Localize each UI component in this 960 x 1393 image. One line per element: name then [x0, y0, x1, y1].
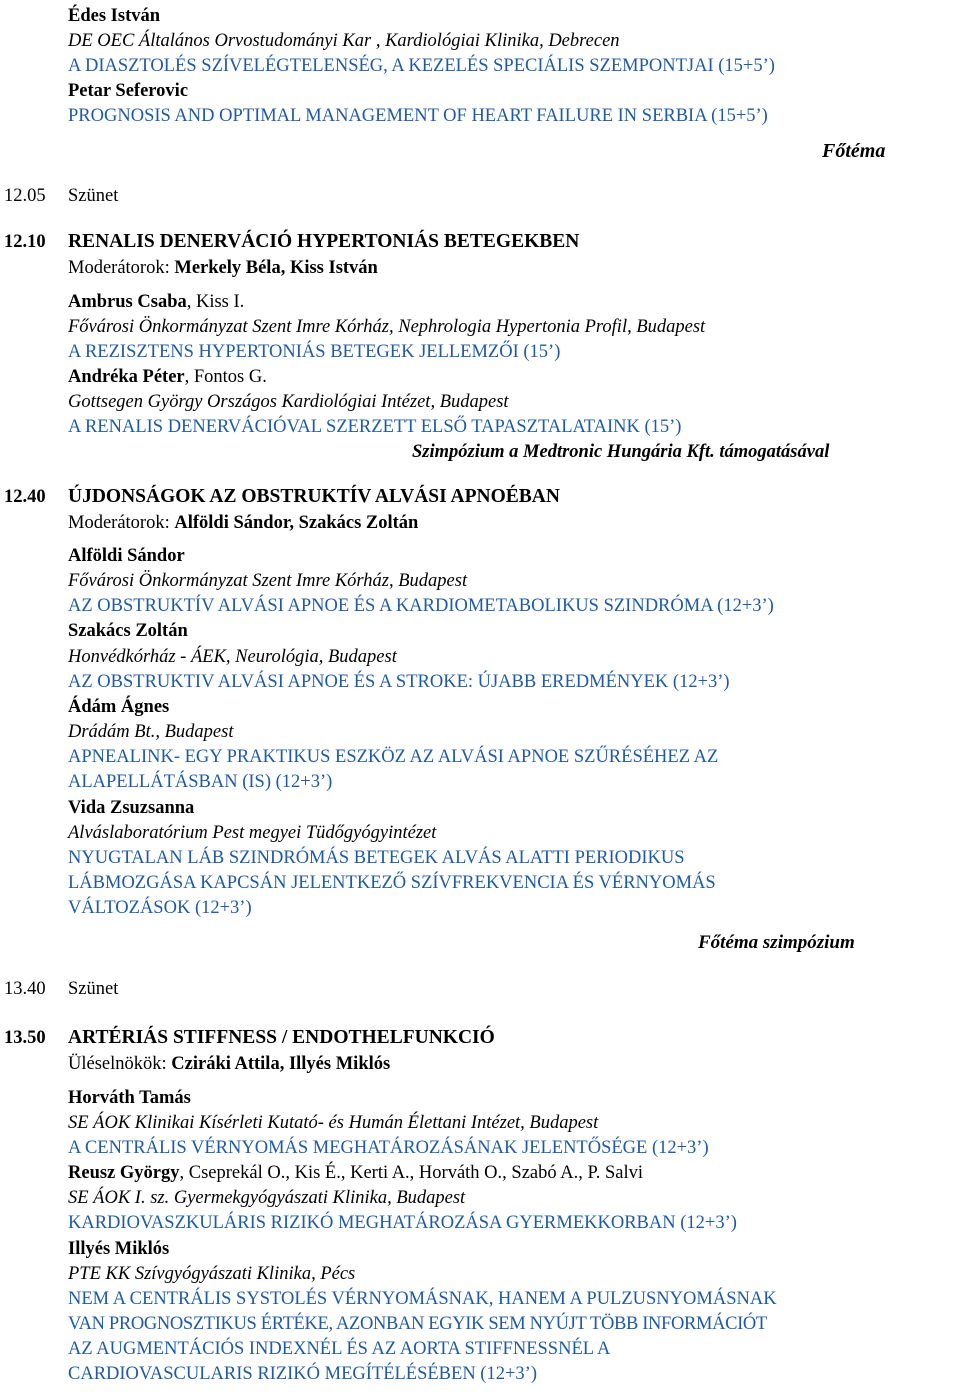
session-tag: Főtéma szimpózium: [698, 932, 855, 953]
talk-title: NYUGTALAN LÁB SZINDRÓMÁS BETEGEK ALVÁS ALATTI PERIODIKUS: [68, 848, 685, 868]
moderators-line: [68, 512, 418, 534]
sponsor-note: Szimpózium a Medtronic Hungária Kft. támogatásával: [412, 442, 830, 462]
speaker-name: Vida Zsuzsanna: [68, 798, 195, 818]
speaker-line: [68, 1162, 643, 1184]
speaker-name: Illyés Miklós: [68, 1239, 170, 1259]
moderator-names: Merkely Béla, Kiss István: [174, 258, 378, 278]
speaker-name: Ádám Ágnes: [68, 697, 170, 717]
talk-title: LÁBMOZGÁSA KAPCSÁN JELENTKEZŐ SZÍVFREKVENCIA ÉS VÉRNYOMÁS: [68, 873, 716, 893]
session-title: ÚJDONSÁGOK AZ OBSTRUKTÍV ALVÁSI APNOÉBAN: [68, 486, 560, 507]
speaker-name: Andréka Péter: [68, 367, 185, 387]
coauthors: , Fontos G.: [184, 367, 267, 387]
speaker-affiliation: Fővárosi Önkormányzat Szent Imre Kórház, Nephrologia Hypertonia Profil, Budapest: [68, 317, 706, 337]
talk-title: NEM A CENTRÁLIS SYSTOLÉS VÉRNYOMÁSNAK, HANEM A PULZUSNYOMÁSNAK: [68, 1289, 777, 1309]
speaker-affiliation: Honvédkórház - ÁEK, Neurológia, Budapest: [68, 647, 397, 667]
session-title: RENALIS DENERVÁCIÓ HYPERTONIÁS BETEGEKBEN: [68, 231, 580, 252]
talk-title: VÁLTOZÁSOK (12+3’): [68, 898, 252, 918]
talk-title: CARDIOVASCULARIS RIZIKÓ MEGÍTÉLÉSÉBEN (12+3’): [68, 1364, 537, 1384]
speaker-name: Ambrus Csaba: [68, 292, 187, 312]
moderators-label: Moderátorok:: [68, 258, 175, 278]
session-time: 12.10: [4, 232, 46, 252]
talk-title: APNEALINK- EGY PRAKTIKUS ESZKÖZ AZ ALVÁSI APNOE SZŰRÉSÉHEZ AZ: [68, 747, 719, 767]
session-time: 13.50: [4, 1028, 46, 1048]
speaker-name: Édes István: [68, 6, 161, 26]
chairs-line: [68, 1053, 390, 1075]
break-time: 12.05: [4, 186, 46, 206]
talk-title: AZ OBSTRUKTIV ALVÁSI APNOE ÉS A STROKE: ÚJABB EREDMÉNYEK (12+3’): [68, 672, 730, 692]
speaker-name: Reusz György: [68, 1163, 180, 1183]
session-tag: Főtéma: [822, 140, 886, 162]
coauthors: , Cseprekál O., Kis É., Kerti A., Horváth O., Szabó A., P. Salvi: [179, 1163, 643, 1183]
speaker-name: Horváth Tamás: [68, 1088, 191, 1108]
speaker-affiliation: Gottsegen György Országos Kardiológiai Intézet, Budapest: [68, 392, 509, 412]
speaker-affiliation: Fővárosi Önkormányzat Szent Imre Kórház, Budapest: [68, 571, 468, 591]
talk-title: AZ AUGMENTÁCIÓS INDEXNÉL ÉS AZ AORTA STIFFNESSNÉL A: [68, 1339, 611, 1359]
chairs-label: Üléselnökök:: [68, 1054, 172, 1074]
talk-title: A DIASZTOLÉS SZÍVELÉGTELENSÉG, A KEZELÉS SPECIÁLIS SZEMPONTJAI (15+5’): [68, 56, 775, 76]
talk-title: A CENTRÁLIS VÉRNYOMÁS MEGHATÁROZÁSÁNAK JELENTŐSÉGE (12+3’): [68, 1138, 709, 1158]
speaker-affiliation: Drádám Bt., Budapest: [68, 722, 234, 742]
break-time: 13.40: [4, 979, 46, 999]
chair-names: Cziráki Attila, Illyés Miklós: [171, 1054, 391, 1074]
break-label: Szünet: [68, 979, 119, 999]
speaker-line: [68, 366, 267, 388]
speaker-affiliation: SE ÁOK Klinikai Kísérleti Kutató- és Humán Élettani Intézet, Budapest: [68, 1113, 599, 1133]
moderators-label: Moderátorok:: [68, 513, 175, 533]
talk-title: A RENALIS DENERVÁCIÓVAL SZERZETT ELSŐ TAPASZTALATAINK (15’): [68, 417, 682, 437]
speaker-affiliation: PTE KK Szívgyógyászati Klinika, Pécs: [68, 1264, 356, 1284]
coauthors: , Kiss I.: [186, 292, 245, 312]
speaker-name: Petar Seferovic: [68, 81, 189, 101]
talk-title: KARDIOVASZKULÁRIS RIZIKÓ MEGHATÁROZÁSA GYERMEKKORBAN (12+3’): [68, 1213, 737, 1233]
moderator-names: Alföldi Sándor, Szakács Zoltán: [174, 513, 419, 533]
talk-title: VAN PROGNOSZTIKUS ÉRTÉKE, AZONBAN EGYIK SEM NYÚJT TÖBB INFORMÁCIÓT: [68, 1314, 767, 1334]
break-label: Szünet: [68, 186, 119, 206]
speaker-affiliation: SE ÁOK I. sz. Gyermekgyógyászati Klinika, Budapest: [68, 1188, 466, 1208]
speaker-affiliation: Alváslaboratórium Pest megyei Tüdőgyógyintézet: [68, 823, 437, 843]
moderators-line: [68, 257, 378, 279]
talk-title: ALAPELLÁTÁSBAN (IS) (12+3’): [68, 772, 333, 792]
session-time: 12.40: [4, 487, 46, 507]
talk-title: AZ OBSTRUKTÍV ALVÁSI APNOE ÉS A KARDIOMETABOLIKUS SZINDRÓMA (12+3’): [68, 596, 774, 616]
speaker-name: Szakács Zoltán: [68, 621, 188, 641]
speaker-name: Alföldi Sándor: [68, 546, 185, 566]
speaker-line: [68, 291, 244, 313]
talk-title: A REZISZTENS HYPERTONIÁS BETEGEK JELLEMZŐI (15’): [68, 342, 561, 362]
session-title: ARTÉRIÁS STIFFNESS / ENDOTHELFUNKCIÓ: [68, 1027, 495, 1048]
talk-title: PROGNOSIS AND OPTIMAL MANAGEMENT OF HEART FAILURE IN SERBIA (15+5’): [68, 106, 768, 126]
speaker-affiliation: DE OEC Általános Orvostudományi Kar , Kardiológiai Klinika, Debrecen: [68, 31, 620, 51]
